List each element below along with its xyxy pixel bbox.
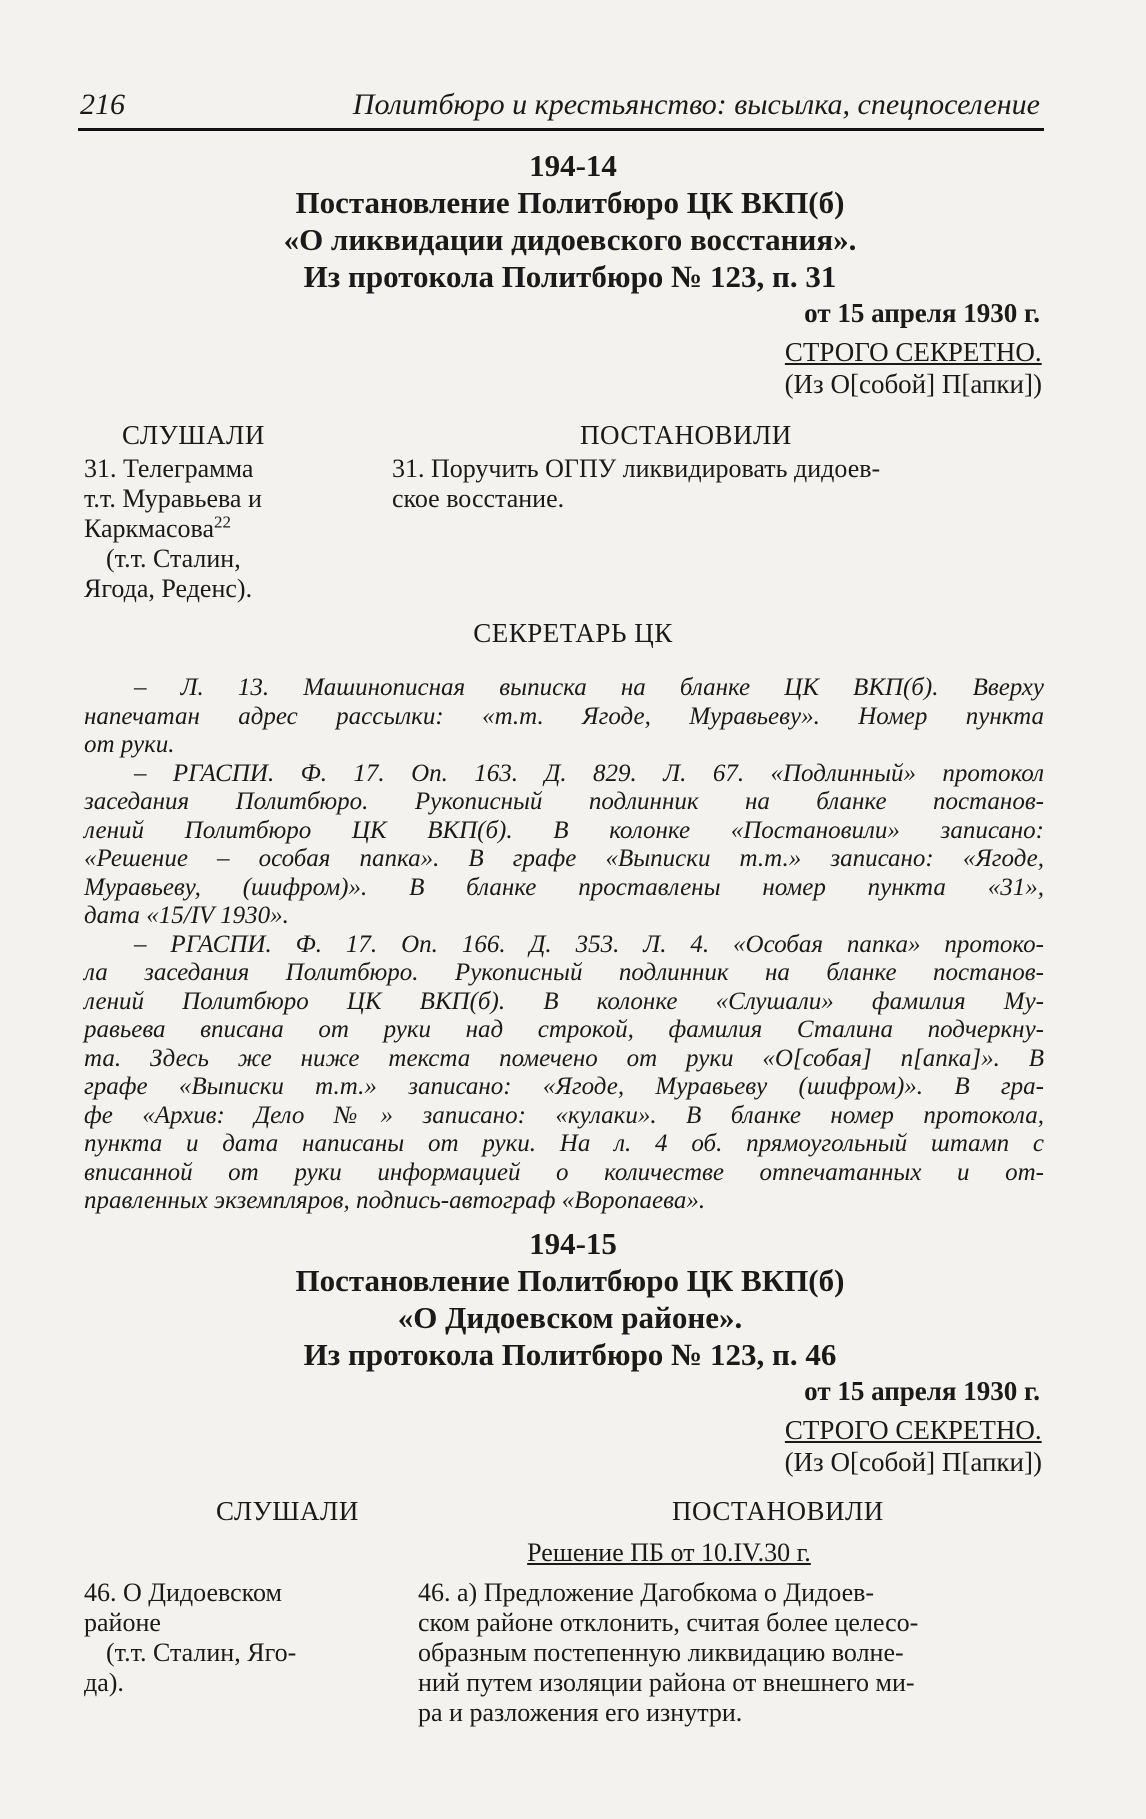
doc2-right-line: ний путем изоляции района от внешнего ми- <box>418 1668 915 1697</box>
note-line: лений Политбюро ЦК ВКП(б). В колонке «Постановили» записано: <box>84 816 1044 844</box>
doc2-title-line: Из протокола Политбюро № 123, п. 46 <box>303 1337 837 1372</box>
doc1-title-line: «О ликвидации дидоевского восстания». <box>283 222 857 257</box>
running-header <box>80 88 1040 128</box>
doc1-date: от 15 апреля 1930 г. <box>804 298 1040 328</box>
doc2-col-left-head: СЛУШАЛИ <box>216 1496 359 1526</box>
footnote-ref: 22 <box>214 512 231 532</box>
doc1-left-column <box>84 454 374 604</box>
doc1-left-line: (т.т. Сталин, <box>106 544 241 573</box>
doc1-right-column <box>392 454 1042 514</box>
doc1-title <box>100 184 1040 295</box>
doc1-left-line: 31. Телеграмма <box>84 454 254 483</box>
doc2-left-line: да). <box>84 1668 124 1697</box>
note-line: – Л. 13. Машинописная выписка на бланке ЦК ВКП(б). Вверху <box>134 674 1044 701</box>
doc2-left-line: районе <box>84 1608 161 1637</box>
note-line: от руки. <box>84 731 175 758</box>
note-line: – РГАСПИ. Ф. 17. Оп. 166. Д. 353. Л. 4. «Особая папка» протоко- <box>134 930 1044 958</box>
doc1-secrecy-block <box>785 336 1042 400</box>
doc1-col-left-head: СЛУШАЛИ <box>122 420 265 450</box>
doc1-left-line-text: Каркмасова <box>84 514 214 543</box>
doc2-right-line: образным постепенную ликвидацию волне- <box>418 1638 904 1667</box>
doc2-col-right-head: ПОСТАНОВИЛИ <box>672 1496 884 1526</box>
doc2-right-line: 46. а) Предложение Дагобкома о Дидоев- <box>418 1578 875 1607</box>
doc2-title <box>100 1262 1040 1373</box>
note-line: фе «Архив: Дело №» записано: «кулаки». В бланке номер протокола, <box>84 1101 1044 1129</box>
doc1-secrecy-note: (Из О[собой] П[апки]) <box>784 369 1042 399</box>
doc2-title-line: «О Дидоевском районе». <box>397 1300 743 1335</box>
doc1-secrecy: СТРОГО СЕКРЕТНО. <box>784 337 1042 367</box>
note-line: та. Здесь же ниже текста помечено от руки «О[собая] п[апка]». В <box>84 1044 1044 1072</box>
note-line: пункта и дата написаны от руки. На л. 4 об. прямоугольный штамп с <box>84 1130 1044 1157</box>
doc2-left-line: 46. О Дидоевском <box>84 1578 282 1607</box>
doc2-left-column <box>84 1578 374 1698</box>
note-line: равьева вписана от руки над строкой, фамилия Сталина подчеркну- <box>84 1016 1044 1043</box>
archival-note <box>84 674 1044 760</box>
doc2-secrecy: СТРОГО СЕКРЕТНО. <box>784 1415 1042 1445</box>
doc2-right-line: ра и разложения его изнутри. <box>418 1698 743 1727</box>
note-line: ла заседания Политбюро. Рукописный подлинник на бланке постанов- <box>84 959 1044 986</box>
note-line: заседания Политбюро. Рукописный подлинник на бланке постанов- <box>84 788 1044 815</box>
doc1-left-line: Ягода, Реденс). <box>84 574 253 603</box>
doc2-left-line: (т.т. Сталин, Яго- <box>106 1638 297 1667</box>
archival-note <box>84 760 1044 931</box>
note-line: графе «Выписки т.т.» записано: «Ягоде, Муравьеву (шифром)». В гра- <box>84 1073 1044 1100</box>
doc2-title-line: Постановление Политбюро ЦК ВКП(б) <box>295 1263 845 1298</box>
doc1-right-line: 31. Поручить ОГПУ ликвидировать дидоев- <box>392 454 881 483</box>
doc1-title-line: Из протокола Политбюро № 123, п. 31 <box>303 259 837 294</box>
note-line: дата «15/IV 1930». <box>84 902 289 929</box>
doc1-left-line: т.т. Муравьева и <box>84 484 262 513</box>
note-line: вписанной от руки информацией о количестве отпечатанных и от- <box>84 1158 1044 1186</box>
note-line: лений Политбюро ЦК ВКП(б). В колонке «Слушали» фамилия Му- <box>84 987 1044 1015</box>
doc2-right-line: ском районе отклонить, считая более целесо- <box>418 1608 919 1637</box>
doc1-left-line <box>84 514 374 544</box>
doc2-number: 194-15 <box>529 1226 617 1261</box>
note-line: – РГАСПИ. Ф. 17. Оп. 163. Д. 829. Л. 67. «Подлинный» протокол <box>134 759 1044 787</box>
header-rule <box>78 128 1044 131</box>
doc1-right-line: ское восстание. <box>392 484 565 513</box>
page-number: 216 <box>80 88 125 121</box>
doc2-date: от 15 апреля 1930 г. <box>804 1376 1040 1406</box>
doc2-decision-note <box>96 1538 1146 1568</box>
doc1-signature: СЕКРЕТАРЬ ЦК <box>473 618 673 648</box>
archival-note <box>84 931 1044 1216</box>
note-line: Муравьеву, (шифром)». В бланке проставлены номер пункта «31», <box>84 873 1044 901</box>
doc2-right-column <box>418 1578 1044 1728</box>
decision-note-text: Решение ПБ от 10.IV.30 г. <box>527 1538 811 1567</box>
running-title: Политбюро и крестьянство: высылка, спецпоселение <box>352 88 1040 121</box>
doc1-col-right-head: ПОСТАНОВИЛИ <box>580 420 792 450</box>
note-line: напечатан адрес рассылки: «т.т. Ягоде, Муравьеву». Номер пункта <box>84 702 1044 730</box>
doc2-secrecy-note: (Из О[собой] П[апки]) <box>784 1447 1042 1477</box>
note-line: «Решение – особая папка». В графе «Выписки т.т.» записано: «Ягоде, <box>84 845 1044 872</box>
note-line: правленных экземпляров, подпись-автограф «Воропаева». <box>84 1187 706 1214</box>
doc1-title-line: Постановление Политбюро ЦК ВКП(б) <box>295 185 845 220</box>
doc2-secrecy-block <box>785 1414 1042 1478</box>
doc1-archival-notes <box>84 674 1044 1216</box>
doc1-number: 194-14 <box>529 148 617 183</box>
